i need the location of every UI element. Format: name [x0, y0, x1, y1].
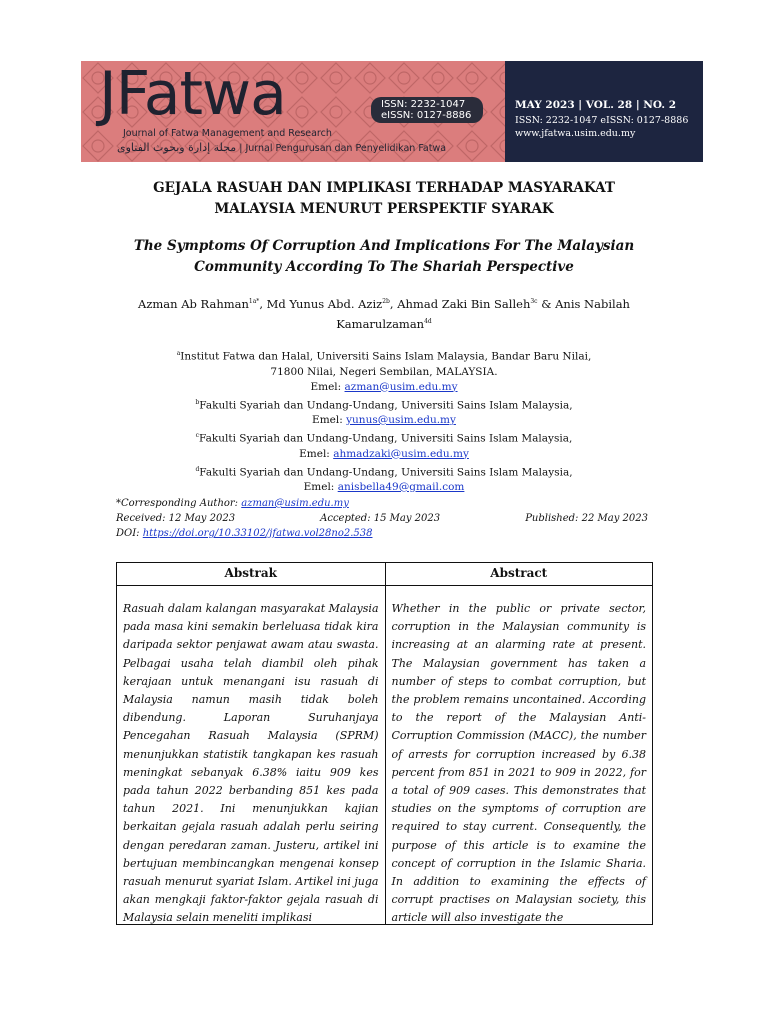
issue-line: MAY 2023 | VOL. 28 | NO. 2	[515, 99, 677, 111]
author-list: Azman Ab Rahman$^{1a*}$, Md Yunus Abd. Aziz$^{2b}$, Ahmad Zaki Bin Salleh$^{3c}$ & Anis Nabilah Kamarulzaman$^{4d}$	[138, 296, 630, 331]
corresponding-author: *Corresponding Author: azman@usim.edu.my	[116, 498, 349, 509]
corresponding-email-link[interactable]: azman@usim.edu.my	[241, 498, 349, 509]
journal-subtitle-malay: Jurnal Pengurusan dan Penyelidikan Fatwa	[245, 143, 447, 154]
abstract-text: Whether in the public or private sector, corruption in the Malaysian community is increasing at an alarming rate at present. The Malaysian government has taken a number of steps to combat corruption, but the problem remains uncontained. According to the report of the Malaysian Anti-Corruption Commission (MACC), the number of arrests for corruption increased by 6.38 percent from 851 in 2021 to 909 in 2022, for a total of 909 cases. This demonstrates that studies on the symptoms of corruption are required to stay current. Consequently, the purpose of this article is to examine the concept of corruption in the Islamic Sharia. In addition to examining the effects of corrupt practises on Malaysian society, this article will also investigate the	[391, 602, 646, 924]
abstract-heading: Abstract	[386, 563, 653, 586]
affiliations	[140, 346, 628, 495]
issn-badge-electronic: eISSN: 0127-8886	[381, 110, 472, 121]
issue-info-panel	[505, 61, 703, 162]
journal-subtitle-bilingual: مجلة إدارة وبحوث الفتاوى | Jurnal Pengurusan dan Penyelidikan Fatwa	[117, 141, 447, 154]
affiliation-a: $^a$Institut Fatwa dan Halal, Universiti Sains Islam Malaysia, Bandar Baru Nilai, 71800 Nilai, Negeri Sembilan, MALAYSIA. Emel: azman@usim.edu.my	[176, 350, 592, 393]
published-date: Published: 22 May 2023	[525, 513, 648, 524]
journal-website: www.jfatwa.usim.edu.my	[515, 128, 636, 139]
author-name: Ahmad Zaki Bin Salleh	[397, 296, 531, 311]
journal-logo-panel	[81, 61, 505, 162]
affiliation-b: $^b$Fakulti Syariah dan Undang-Undang, Universiti Sains Islam Malaysia, Emel: yunus@usim.edu.my	[195, 398, 573, 426]
affiliation-d: $^d$Fakulti Syariah dan Undang-Undang, Universiti Sains Islam Malaysia, Emel: anisbella49@gmail.com	[195, 465, 573, 493]
journal-logo-wordmark: JFatwa	[99, 61, 286, 129]
issn-line: ISSN: 2232-1047 eISSN: 0127-8886	[515, 115, 689, 126]
author-name: Anis Nabilah Kamarulzaman	[336, 296, 630, 331]
abstrak-heading: Abstrak	[117, 563, 385, 586]
doi-line: DOI: https://doi.org/10.33102/jfatwa.vol28no2.538	[116, 528, 373, 539]
journal-subtitle-arabic: مجلة إدارة وبحوث الفتاوى	[117, 141, 237, 154]
email-link[interactable]: azman@usim.edu.my	[344, 380, 458, 393]
issn-badge	[371, 97, 483, 123]
article-dates	[116, 513, 648, 524]
paper-title-malay: GEJALA RASUAH DAN IMPLIKASI TERHADAP MASYARAKAT MALAYSIA MENURUT PERSPEKTIF SYARAK	[153, 180, 615, 217]
journal-banner	[81, 61, 703, 162]
abstrak-column	[117, 563, 385, 924]
abstract-column	[385, 563, 653, 924]
email-link[interactable]: ahmadzaki@usim.edu.my	[333, 447, 469, 460]
accepted-date: Accepted: 15 May 2023	[320, 513, 441, 524]
journal-subtitle: Journal of Fatwa Management and Research	[123, 128, 332, 139]
email-link[interactable]: yunus@usim.edu.my	[346, 414, 456, 426]
abstract-table	[116, 562, 653, 925]
affiliation-c: $^c$Fakulti Syariah dan Undang-Undang, Universiti Sains Islam Malaysia, Emel: ahmadzaki@usim.edu.my	[195, 432, 573, 460]
received-date: Received: 12 May 2023	[116, 513, 236, 524]
issn-badge-print: ISSN: 2232-1047	[381, 99, 466, 110]
author-name: Md Yunus Abd. Aziz	[266, 296, 383, 311]
author-name: Azman Ab Rahman	[138, 296, 249, 311]
email-link[interactable]: anisbella49@gmail.com	[337, 481, 465, 493]
abstrak-text: Rasuah dalam kalangan masyarakat Malaysia pada masa kini semakin berleluasa tidak kira daripada sektor penjawat awam atau swasta. Pelbagai usaha telah diambil oleh pihak kerajaan untuk menangani isu rasuah di Malaysia namun masih tidak boleh dibendung. Laporan Suruhanjaya Pencegahan Rasuah Malaysia (SPRM) menunjukkan statistik tangkapan kes rasuah meningkat sebanyak 6.38% iaitu 909 kes pada tahun 2022 berbanding 851 kes pada tahun 2021. Ini menunjukkan kajian berkaitan gejala rasuah adalah perlu seiring dengan peredaran zaman. Justeru, artikel ini bertujuan membincangkan mengenai konsep rasuah menurut syariat Islam. Artikel ini juga akan mengkaji faktor-faktor gejala rasuah di Malaysia selain meneliti implikasi	[123, 602, 379, 924]
doi-link[interactable]: https://doi.org/10.33102/jfatwa.vol28no2.538	[142, 528, 373, 539]
paper-title-english: The Symptoms Of Corruption And Implications For The Malaysian Community According To The Shariah Perspective	[133, 238, 635, 275]
